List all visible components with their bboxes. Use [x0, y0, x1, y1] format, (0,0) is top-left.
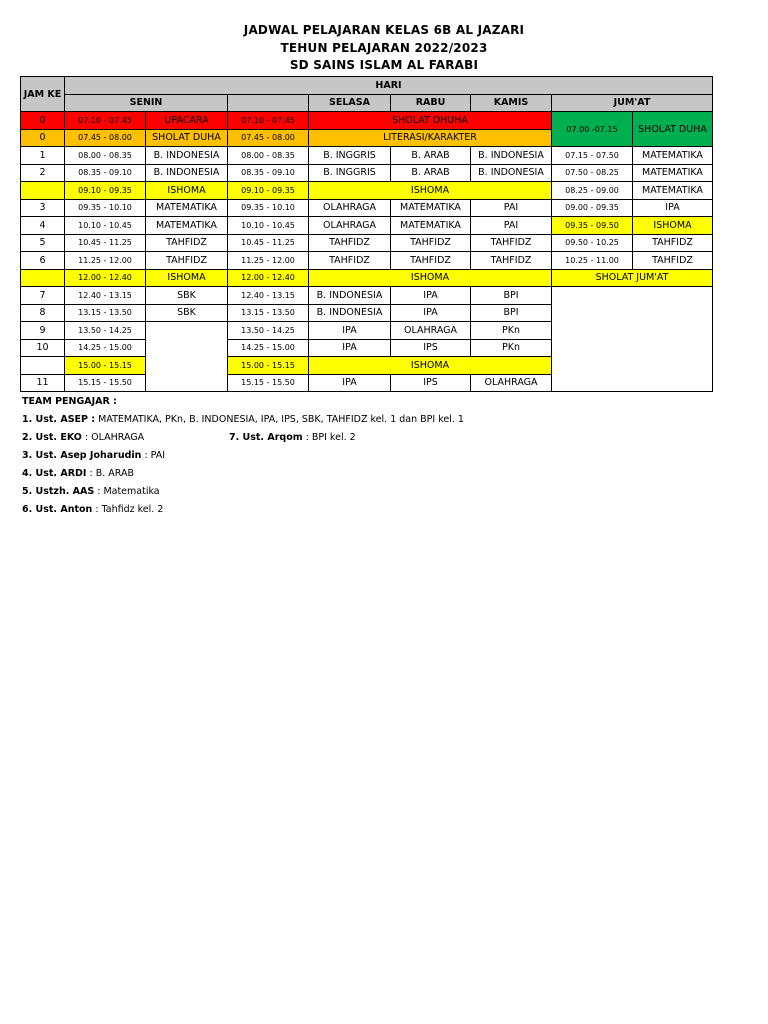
time-cell: 10.10 - 10.45: [228, 217, 309, 235]
teacher-name: 2. Ust. EKO: [22, 432, 82, 443]
jumat-time-cell: 09.00 - 09.35: [552, 199, 633, 217]
selasa-cell: IPA: [309, 339, 391, 357]
jumat-subject-cell: MATEMATIKA: [633, 147, 713, 165]
senin-subject-cell: ISHOMA: [146, 269, 228, 287]
jumat-time-cell: 09.35 - 09.50: [552, 217, 633, 235]
senin-time-cell: 09.35 - 10.10: [65, 199, 146, 217]
senin-subject-cell: MATEMATIKA: [146, 217, 228, 235]
teacher-subjects: : Tahfidz kel. 2: [92, 504, 164, 515]
senin-subject-cell: MATEMATIKA: [146, 199, 228, 217]
senin-empty-block: [146, 322, 228, 392]
jam-cell: 6: [21, 252, 65, 270]
time-cell: 13.15 - 13.50: [228, 304, 309, 322]
kamis-cell: BPI: [471, 304, 552, 322]
rabu-cell: IPS: [391, 339, 471, 357]
jumat-time-cell: 07.50 - 08.25: [552, 164, 633, 182]
selasa-cell: TAHFIDZ: [309, 252, 391, 270]
selasa-cell: OLAHRAGA: [309, 199, 391, 217]
senin-subject-cell: SBK: [146, 304, 228, 322]
rabu-cell: TAHFIDZ: [391, 252, 471, 270]
senin-time-cell: 11.25 - 12.00: [65, 252, 146, 270]
kamis-cell: PAI: [471, 217, 552, 235]
jumat-subject-cell: MATEMATIKA: [633, 164, 713, 182]
selasa-cell: B. INGGRIS: [309, 164, 391, 182]
day-header-selasa: SELASA: [309, 94, 391, 112]
teacher-name: 6. Ust. Anton: [22, 504, 93, 515]
time-cell: 10.45 - 11.25: [228, 234, 309, 252]
rabu-cell: B. ARAB: [391, 147, 471, 165]
jam-cell: 5: [21, 234, 65, 252]
rabu-cell: MATEMATIKA: [391, 217, 471, 235]
teacher-subjects: MATEMATIKA, PKn, B. INDONESIA, IPA, IPS, SBK, TAHFIDZ kel. 1 dan BPI kel. 1: [95, 414, 464, 425]
jumat-subject-cell: TAHFIDZ: [633, 252, 713, 270]
schedule-table: [20, 76, 713, 392]
jumat-subject-cell: ISHOMA: [633, 217, 713, 235]
jam-cell: 3: [21, 199, 65, 217]
table-row: [21, 234, 713, 252]
rabu-cell: TAHFIDZ: [391, 234, 471, 252]
jam-cell: [21, 269, 65, 287]
senin-time-cell: 10.45 - 11.25: [65, 234, 146, 252]
senin-subject-cell: SBK: [146, 287, 228, 305]
kamis-cell: TAHFIDZ: [471, 252, 552, 270]
merged-activity-cell: LITERASI/KARAKTER: [309, 129, 552, 147]
time-cell: 08.35 - 09.10: [228, 164, 309, 182]
teacher-subjects: : OLAHRAGA: [81, 432, 145, 443]
jam-ke-header: JAM KE: [21, 77, 65, 112]
senin-subject-cell: TAHFIDZ: [146, 234, 228, 252]
time-cell: 09.10 - 09.35: [228, 182, 309, 200]
senin-subject-cell: TAHFIDZ: [146, 252, 228, 270]
jam-cell: 2: [21, 164, 65, 182]
jumat-time-cell: 10.25 - 11.00: [552, 252, 633, 270]
senin-time-cell: 15.15 - 15.50: [65, 374, 146, 392]
jam-cell: [21, 357, 65, 375]
senin-time-cell: 08.00 - 08.35: [65, 147, 146, 165]
time-cell: 09.35 - 10.10: [228, 199, 309, 217]
kamis-cell: PAI: [471, 199, 552, 217]
teacher-name: 7. Ust. Arqom: [229, 432, 303, 443]
time-cell: 11.25 - 12.00: [228, 252, 309, 270]
teacher-line-7: [229, 432, 356, 443]
senin-subject-cell: B. INDONESIA: [146, 164, 228, 182]
jam-cell: [21, 182, 65, 200]
teacher-subjects: : B. ARAB: [86, 468, 134, 479]
teacher-name: 4. Ust. ARDI: [22, 468, 87, 479]
teacher-subjects: : Matematika: [94, 486, 160, 497]
kamis-cell: B. INDONESIA: [471, 164, 552, 182]
senin-time-cell: 09.10 - 09.35: [65, 182, 146, 200]
teacher-name: 1. Ust. ASEP :: [22, 414, 96, 425]
kamis-cell: BPI: [471, 287, 552, 305]
senin-subject-cell: SHOLAT DUHA: [146, 129, 228, 147]
time-cell: 15.00 - 15.15: [228, 357, 309, 375]
jam-cell: 0: [21, 112, 65, 130]
jam-cell: 9: [21, 322, 65, 340]
rabu-cell: IPA: [391, 287, 471, 305]
table-row: [21, 164, 713, 182]
table-row: [21, 147, 713, 165]
day-header-senin: SENIN: [65, 94, 228, 112]
time-cell: 15.15 - 15.50: [228, 374, 309, 392]
day-header-jumat: JUM'AT: [552, 94, 713, 112]
table-row: [21, 287, 713, 305]
jumat-empty-block: [552, 287, 713, 392]
time-cell: 08.00 - 08.35: [228, 147, 309, 165]
jam-cell: 10: [21, 339, 65, 357]
table-row: [21, 182, 713, 200]
senin-time-cell: 12.00 - 12.40: [65, 269, 146, 287]
kamis-cell: PKn: [471, 339, 552, 357]
jumat-merged-cell: SHOLAT JUM'AT: [552, 269, 713, 287]
hari-header: HARI: [65, 77, 713, 95]
kamis-cell: B. INDONESIA: [471, 147, 552, 165]
jumat-time-cell: 07.00 -07.15: [552, 112, 633, 147]
jam-cell: 0: [21, 129, 65, 147]
jumat-subject-cell: MATEMATIKA: [633, 182, 713, 200]
jumat-time-cell: 07.15 - 07.50: [552, 147, 633, 165]
table-row: [21, 199, 713, 217]
teacher-name: 3. Ust. Asep Joharudin: [22, 450, 142, 461]
teacher-line-4: [22, 468, 134, 479]
day-header-kamis: KAMIS: [471, 94, 552, 112]
table-row: [21, 217, 713, 235]
teacher-line-3: [22, 450, 165, 461]
senin-time-cell: 12.40 - 13.15: [65, 287, 146, 305]
table-row: [21, 269, 713, 287]
jumat-time-cell: 09.50 - 10.25: [552, 234, 633, 252]
rabu-cell: IPA: [391, 304, 471, 322]
rabu-cell: OLAHRAGA: [391, 322, 471, 340]
jam-cell: 7: [21, 287, 65, 305]
jumat-time-cell: 08.25 - 09.00: [552, 182, 633, 200]
time-cell: 12.00 - 12.40: [228, 269, 309, 287]
merged-activity-cell: ISHOMA: [309, 182, 552, 200]
document-title-block: [0, 22, 768, 75]
time-cell: 14.25 - 15.00: [228, 339, 309, 357]
title-line-2: TEHUN PELAJARAN 2022/2023: [280, 40, 488, 55]
senin-time-cell: 15.00 - 15.15: [65, 357, 146, 375]
merged-activity-cell: ISHOMA: [309, 269, 552, 287]
senin-time-cell: 07.10 - 07.45: [65, 112, 146, 130]
senin-time-cell: 13.50 - 14.25: [65, 322, 146, 340]
senin-subject-cell: B. INDONESIA: [146, 147, 228, 165]
rabu-cell: B. ARAB: [391, 164, 471, 182]
selasa-cell: IPA: [309, 374, 391, 392]
selasa-cell: B. INGGRIS: [309, 147, 391, 165]
senin-subject-cell: ISHOMA: [146, 182, 228, 200]
team-heading: TEAM PENGAJAR :: [22, 396, 117, 407]
teacher-name: 5. Ustzh. AAS: [22, 486, 95, 497]
title-line-1: JADWAL PELAJARAN KELAS 6B AL JAZARI: [243, 23, 525, 37]
teacher-subjects: : BPI kel. 2: [302, 432, 356, 443]
selasa-cell: B. INDONESIA: [309, 287, 391, 305]
teacher-line-6: [22, 504, 163, 515]
teacher-line-2: [22, 432, 144, 443]
jumat-subject-cell: TAHFIDZ: [633, 234, 713, 252]
senin-time-cell: 10.10 - 10.45: [65, 217, 146, 235]
teacher-line-5: [22, 486, 160, 497]
senin-subject-cell: UPACARA: [146, 112, 228, 130]
jumat-subject-cell: SHOLAT DUHA: [633, 112, 713, 147]
senin-time-cell: 08.35 - 09.10: [65, 164, 146, 182]
senin-time-cell: 07.45 - 08.00: [65, 129, 146, 147]
day-header-blank: [228, 94, 309, 112]
time-cell: 07.10 - 07.45: [228, 112, 309, 130]
rabu-cell: IPS: [391, 374, 471, 392]
time-cell: 12.40 - 13.15: [228, 287, 309, 305]
title-line-3: SD SAINS ISLAM AL FARABI: [289, 58, 479, 72]
jam-cell: 4: [21, 217, 65, 235]
table-row: [21, 252, 713, 270]
senin-time-cell: 14.25 - 15.00: [65, 339, 146, 357]
time-cell: 13.50 - 14.25: [228, 322, 309, 340]
merged-activity-cell: ISHOMA: [309, 357, 552, 375]
jam-cell: 1: [21, 147, 65, 165]
teacher-subjects: : PAI: [141, 450, 166, 461]
selasa-cell: TAHFIDZ: [309, 234, 391, 252]
kamis-cell: TAHFIDZ: [471, 234, 552, 252]
merged-activity-cell: SHOLAT DHUHA: [309, 112, 552, 130]
selasa-cell: B. INDONESIA: [309, 304, 391, 322]
selasa-cell: OLAHRAGA: [309, 217, 391, 235]
jam-cell: 11: [21, 374, 65, 392]
senin-time-cell: 13.15 - 13.50: [65, 304, 146, 322]
rabu-cell: MATEMATIKA: [391, 199, 471, 217]
selasa-cell: IPA: [309, 322, 391, 340]
jam-cell: 8: [21, 304, 65, 322]
kamis-cell: PKn: [471, 322, 552, 340]
day-header-rabu: RABU: [391, 94, 471, 112]
time-cell: 07.45 - 08.00: [228, 129, 309, 147]
table-row: [21, 112, 713, 130]
teacher-line-1: [22, 414, 464, 425]
jumat-subject-cell: IPA: [633, 199, 713, 217]
kamis-cell: OLAHRAGA: [471, 374, 552, 392]
